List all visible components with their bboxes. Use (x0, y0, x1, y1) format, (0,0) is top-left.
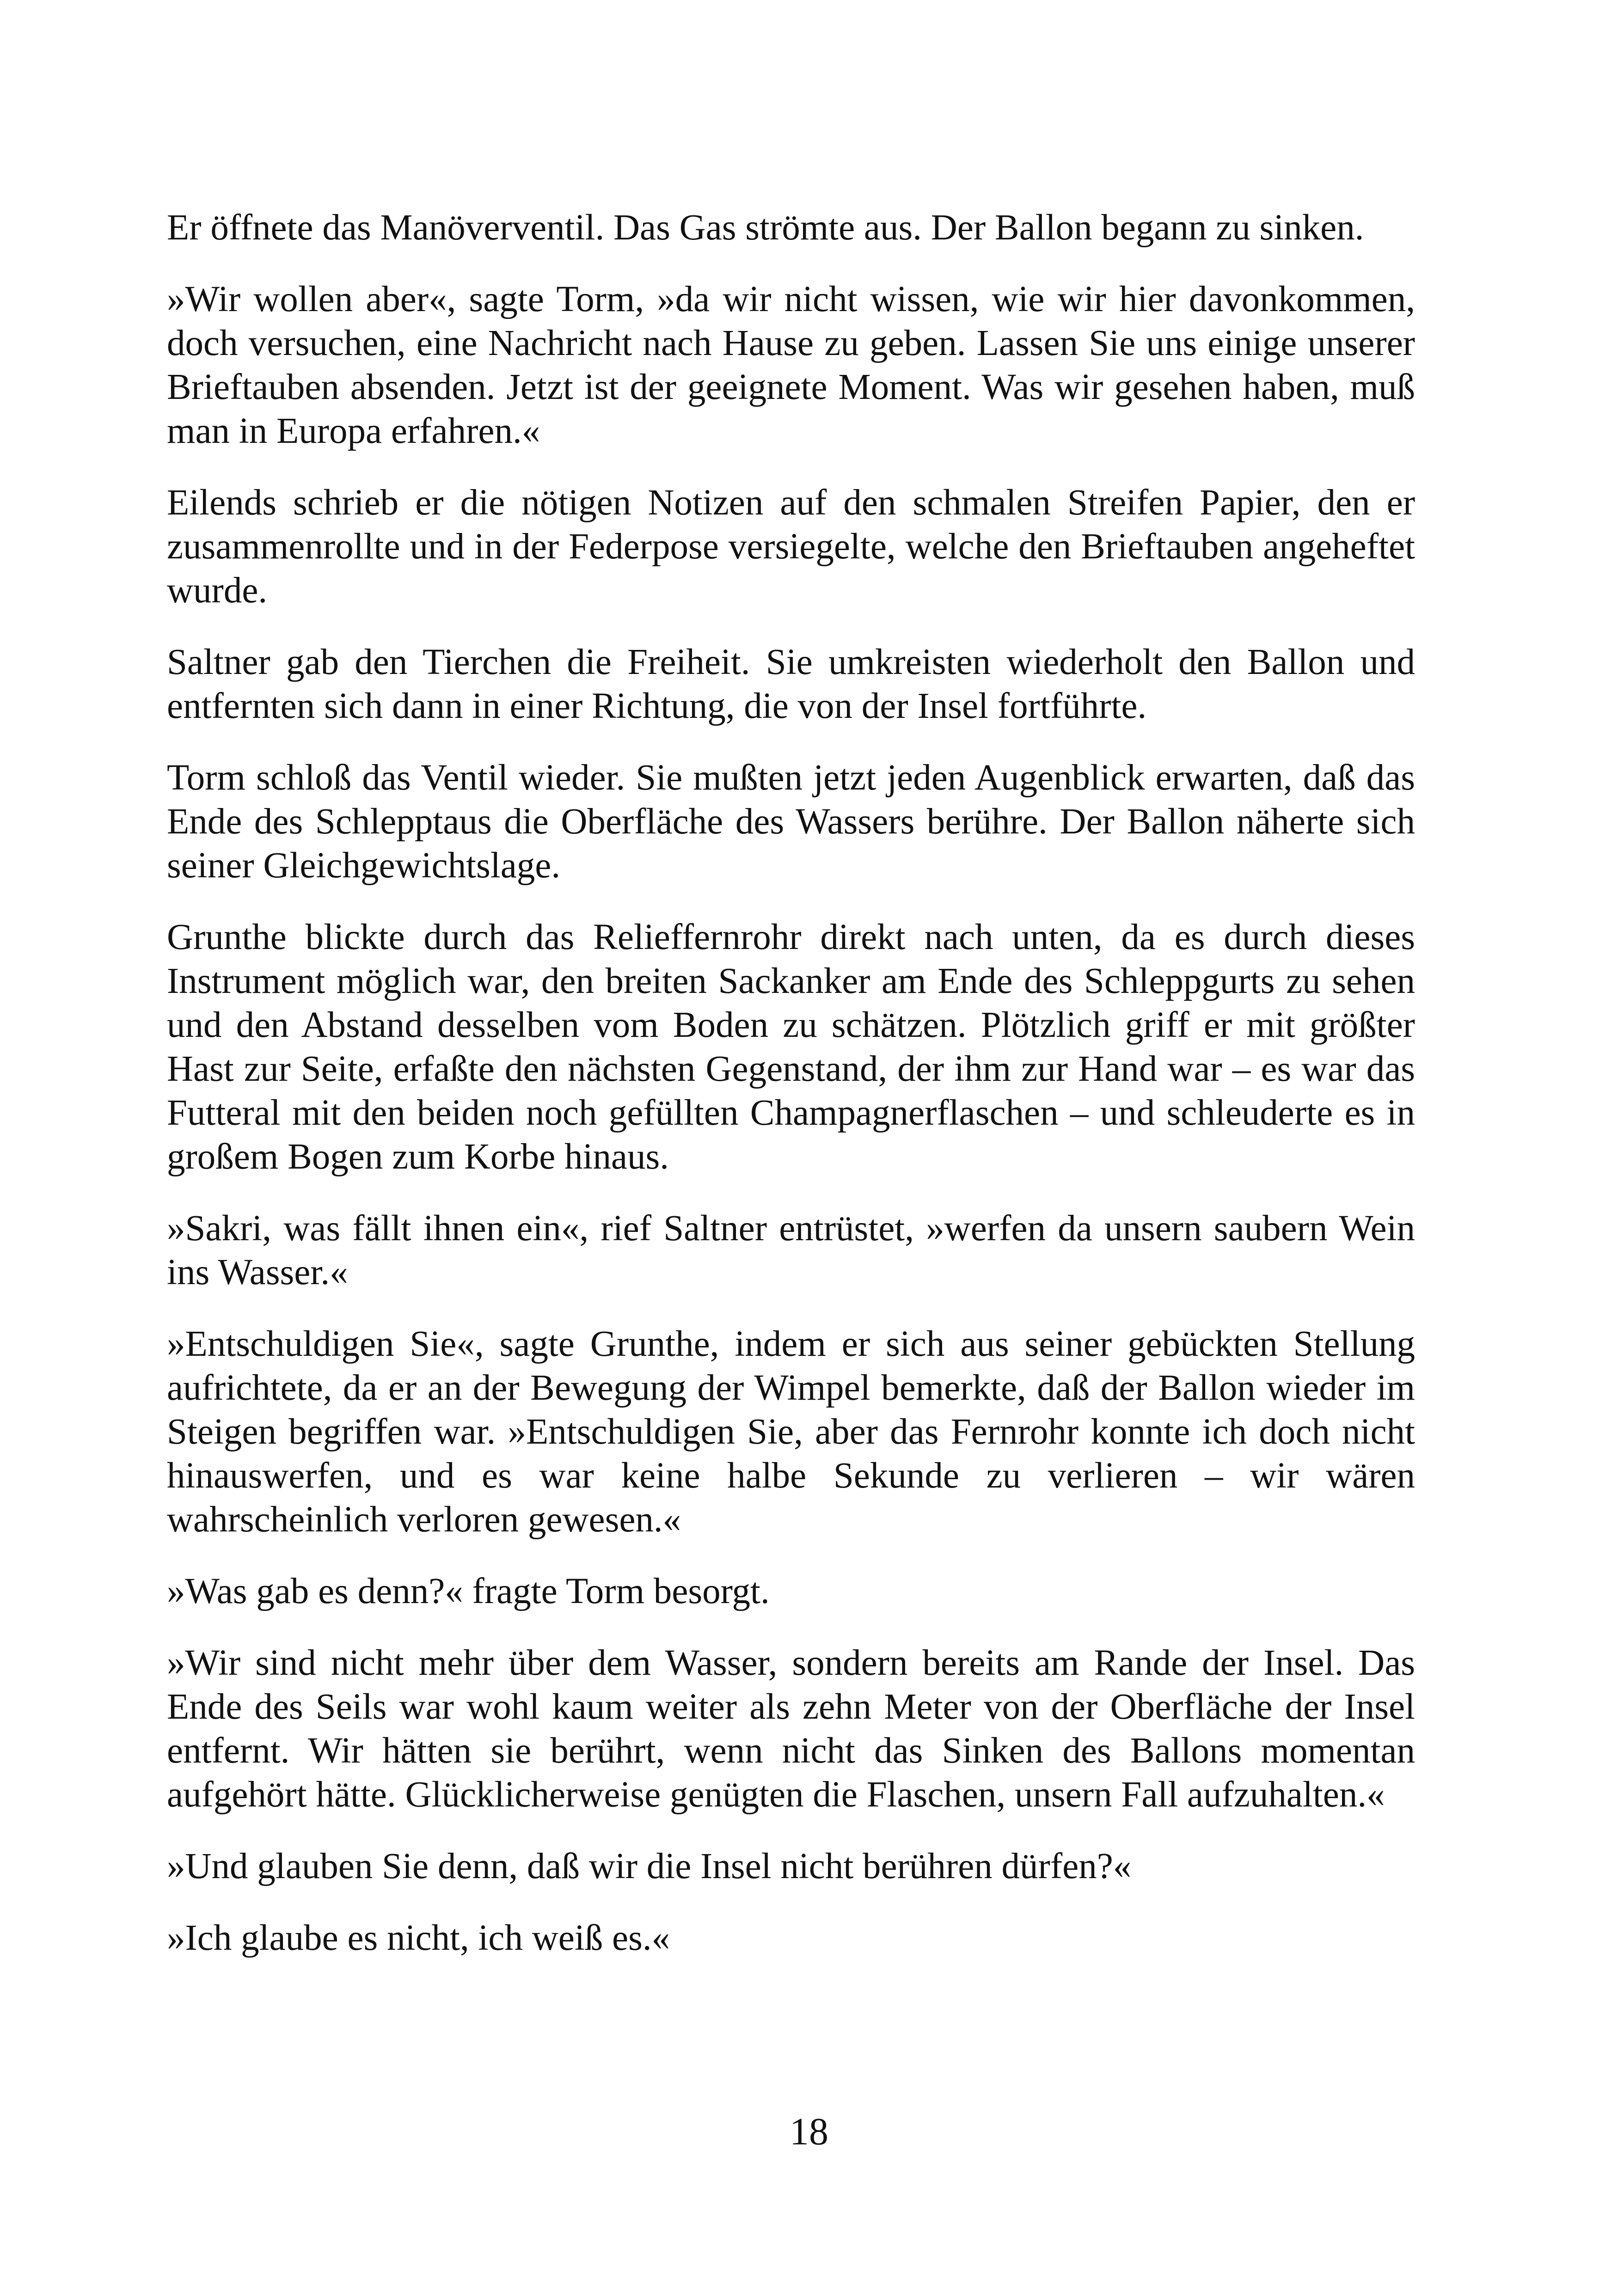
paragraph: »Wir wollen aber«, sagte Torm, »da wir nicht wissen, wie wir hier davonkommen, doch versuchen, eine Nachricht nach Hause zu geben. Lassen Sie uns einige unserer Brieftauben absenden. Jetzt ist der geeignete Moment. Was wir gesehen haben, muß man in Europa erfahren.« (167, 279, 1415, 451)
paragraph: Saltner gab den Tierchen die Freiheit. Sie umkreisten wiederholt den Ballon und entfernten sich dann in einer Richtung, die von der Insel fortführte. (167, 642, 1415, 726)
paragraph: »Was gab es denn?« fragte Torm besorgt. (167, 1571, 770, 1611)
paragraph: »Entschuldigen Sie«, sagte Grunthe, indem er sich aus seiner gebückten Stellung aufrichtete, da er an der Bewegung der Wimpel bemerkte, daß der Ballon wieder im Steigen begriffen war. »Entschuldigen Sie, aber das Fernrohr konnte ich doch nicht hinauswerfen, und es war keine halbe Sekunde zu verlieren – wir wären wahrscheinlich verloren gewesen.« (167, 1324, 1415, 1540)
paragraph: Eilends schrieb er die nötigen Notizen auf den schmalen Streifen Papier, den er zusammenrollte und in der Federpose versiegelte, welche den Brieftauben angeheftet wurde. (167, 483, 1415, 611)
paragraph: Er öffnete das Manöverventil. Das Gas strömte aus. Der Ballon begann zu sinken. (167, 208, 1364, 248)
paragraph: »Ich glaube es nicht, ich weiß es.« (167, 1918, 670, 1958)
paragraph: »Wir sind nicht mehr über dem Wasser, sondern bereits am Rande der Insel. Das Ende des Seils war wohl kaum weiter als zehn Meter von der Oberfläche der Insel entfernt. Wir hätten sie berührt, wenn nicht das Sinken des Ballons momentan aufgehört hätte. Glücklicherweise genügten die Flaschen, unsern Fall aufzuhalten.« (167, 1643, 1415, 1815)
body-text (167, 206, 1415, 1988)
paragraph: Grunthe blickte durch das Relieffernrohr direkt nach unten, da es durch dieses Instrument möglich war, den breiten Sackanker am Ende des Schleppgurts zu sehen und den Abstand desselben vom Boden zu schätzen. Plötzlich griff er mit größter Hast zur Seite, erfaßte den nächsten Gegenstand, der ihm zur Hand war – es war das Futteral mit den beiden noch gefüllten Champagnerflaschen – und schleuderte es in großem Bogen zum Korbe hinaus. (167, 917, 1415, 1177)
page-number: 18 (790, 2110, 828, 2153)
paragraph: »Sakri, was fällt ihnen ein«, rief Saltner entrüstet, »werfen da unsern saubern Wein ins Wasser.« (167, 1208, 1415, 1292)
paragraph: Torm schloß das Ventil wieder. Sie mußten jetzt jeden Augenblick erwarten, daß das Ende des Schlepptaus die Oberfläche des Wassers berühre. Der Ballon näherte sich seiner Gleichgewichtslage. (167, 758, 1415, 886)
paragraph: »Und glauben Sie denn, daß wir die Insel nicht berühren dürfen?« (167, 1846, 1132, 1886)
